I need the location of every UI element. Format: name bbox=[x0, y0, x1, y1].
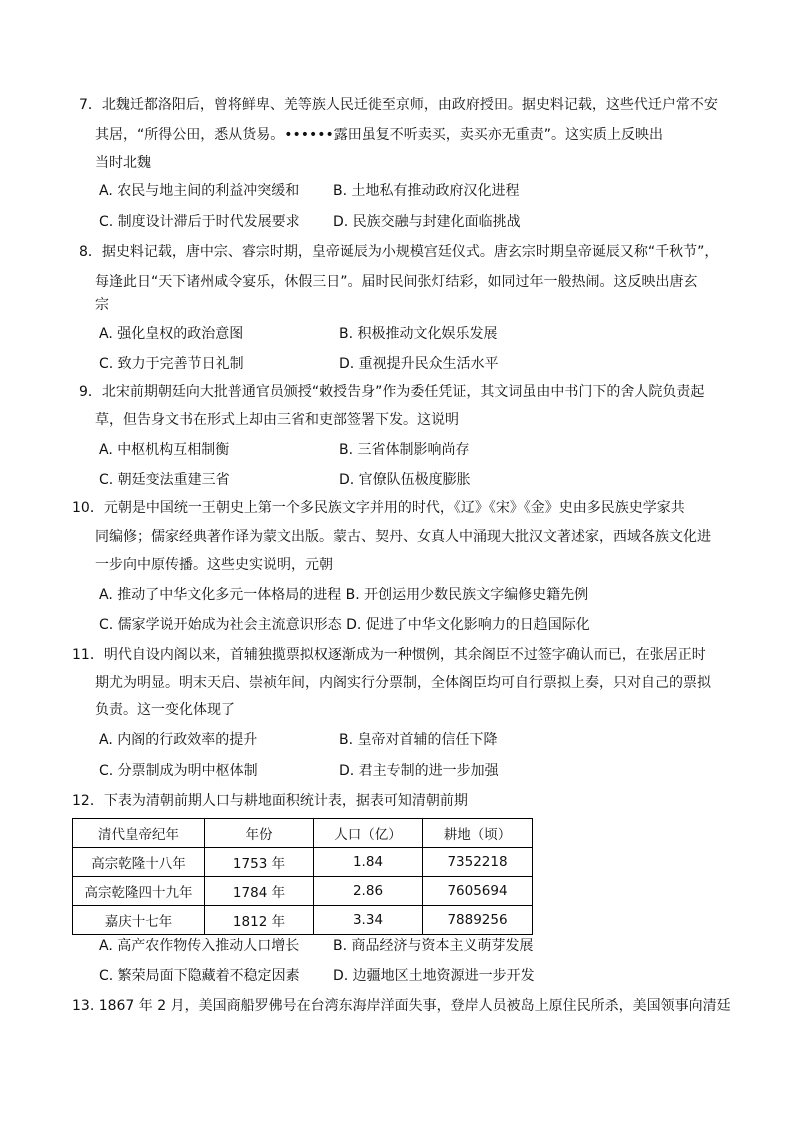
q8-option-c[interactable]: C. 致力于完善节日礼制 bbox=[99, 356, 244, 372]
q11-option-c[interactable]: C. 分票制成为明中枢体制 bbox=[99, 763, 258, 779]
q10-options-cd[interactable]: C. 儒家学说开始成为社会主流意识形态 D. 促进了中华文化影响力的日趋国际化 bbox=[99, 617, 590, 633]
table-cell: 7352218 bbox=[423, 848, 533, 877]
q7-option-b[interactable]: B. 土地私有推动政府汉化进程 bbox=[333, 183, 520, 199]
q10-stem-line1: 10．元朝是中国统一王朝史上第一个多民族文字并用的时代，《辽》《宋》《金》史由多民族史学家共 bbox=[72, 500, 685, 516]
table-cell: 7605694 bbox=[423, 877, 533, 906]
q8-option-d[interactable]: D. 重视提升民众生活水平 bbox=[339, 356, 499, 372]
q7-option-d[interactable]: D. 民族交融与封建化面临挑战 bbox=[333, 214, 521, 230]
table-cell: 1784 年 bbox=[205, 877, 314, 906]
q8-stem-line2: 每逢此日“天下诸州咸令宴乐，休假三日”。届时民间张灯结彩，如同过年一般热闹。这反映出唐玄 bbox=[95, 274, 698, 290]
q9-option-d[interactable]: D. 官僚队伍极度膨胀 bbox=[339, 472, 471, 488]
q8-stem-line1: 8．据史料记载，唐中宗、睿宗时期，皇帝诞辰为小规模宫廷仪式。唐玄宗时期皇帝诞辰又称“千秋节”， bbox=[79, 244, 719, 260]
table-cell: 高宗乾隆十八年 bbox=[73, 848, 205, 877]
q11-option-a[interactable]: A. 内阁的行政效率的提升 bbox=[99, 732, 258, 748]
q12-option-c[interactable]: C. 繁荣局面下隐藏着不稳定因素 bbox=[99, 968, 300, 984]
table-cell: 1753 年 bbox=[205, 848, 314, 877]
q7-stem-line1: 7．北魏迁都洛阳后，曾将鲜卑、羌等族人民迁徙至京师，由政府授田。据史料记载，这些代迁户常不安 bbox=[79, 97, 718, 113]
q12-option-a[interactable]: A. 高产农作物传入推动人口增长 bbox=[99, 938, 300, 954]
q10-options-ab[interactable]: A. 推动了中华文化多元一体格局的进程 B. 开创运用少数民族文字编修史籍先例 bbox=[99, 587, 589, 603]
table-header-cell: 人口（亿） bbox=[314, 819, 423, 848]
table-cell: 7889256 bbox=[423, 906, 533, 935]
q9-stem-line2: 草，但告身文书在形式上却由三省和吏部签署下发。这说明 bbox=[95, 412, 459, 428]
q8-option-b[interactable]: B. 积极推动文化娱乐发展 bbox=[339, 326, 498, 342]
table-cell: 2.86 bbox=[314, 877, 423, 906]
table-cell: 嘉庆十七年 bbox=[73, 906, 205, 935]
q11-stem-line2: 期尤为明显。明末天启、崇祯年间，内阁实行分票制，全体阁臣均可自行票拟上奏，只对自己的票拟 bbox=[95, 675, 711, 691]
q12-stem-line1: 12．下表为清朝前期人口与耕地面积统计表，据表可知清朝前期 bbox=[72, 793, 468, 809]
q11-option-b[interactable]: B. 皇帝对首辅的信任下降 bbox=[339, 732, 498, 748]
q9-option-c[interactable]: C. 朝廷变法重建三省 bbox=[99, 472, 230, 488]
q7-stem-line2: 其居，“所得公田，悉从货易。••••••露田虽复不听卖买，卖买亦无重责”。这实质上反映出 bbox=[95, 127, 664, 143]
q7-option-a[interactable]: A. 农民与地主间的利益冲突缓和 bbox=[99, 183, 300, 199]
table-row bbox=[73, 848, 533, 877]
q12-option-d[interactable]: D. 边疆地区土地资源进一步开发 bbox=[333, 968, 535, 984]
table-header-cell: 年份 bbox=[205, 819, 314, 848]
table-cell: 1812 年 bbox=[205, 906, 314, 935]
table-row bbox=[73, 877, 533, 906]
q8-stem-line3: 宗 bbox=[95, 297, 109, 313]
q11-option-d[interactable]: D. 君主专制的进一步加强 bbox=[339, 763, 499, 779]
table-header-cell: 耕地（顷） bbox=[423, 819, 533, 848]
q7-stem-line3: 当时北魏 bbox=[95, 155, 151, 171]
table-header-row bbox=[73, 819, 533, 848]
q13-stem-line1: 13. 1867 年 2 月，美国商船罗佛号在台湾东海岸洋面失事，登岸人员被岛上原住民所杀，美国领事向清廷 bbox=[72, 998, 731, 1014]
q12-option-b[interactable]: B. 商品经济与资本主义萌芽发展 bbox=[333, 938, 534, 954]
q7-option-c[interactable]: C. 制度设计滞后于时代发展要求 bbox=[99, 214, 300, 230]
q10-stem-line2: 同编修；儒家经典著作译为蒙文出版。蒙古、契丹、女真人中涌现大批汉文著述家，西域各族文化进 bbox=[95, 529, 711, 545]
table-cell: 高宗乾隆四十九年 bbox=[73, 877, 205, 906]
population-farmland-table bbox=[72, 818, 533, 935]
table-cell: 3.34 bbox=[314, 906, 423, 935]
q9-option-a[interactable]: A. 中枢机构互相制衡 bbox=[99, 442, 230, 458]
q11-stem-line1: 11．明代自设内阁以来，首辅独揽票拟权逐渐成为一种惯例，其余阁臣不过签字确认而已，在张居正时 bbox=[72, 647, 706, 663]
table-header-cell: 清代皇帝纪年 bbox=[73, 819, 205, 848]
table-cell: 1.84 bbox=[314, 848, 423, 877]
q11-stem-line3: 负责。这一变化体现了 bbox=[95, 702, 235, 718]
table-row bbox=[73, 906, 533, 935]
q10-stem-line3: 一步向中原传播。这些史实说明，元朝 bbox=[95, 557, 333, 573]
q9-option-b[interactable]: B. 三省体制影响尚存 bbox=[339, 442, 470, 458]
q9-stem-line1: 9．北宋前期朝廷向大批普通官员颁授“敕授告身”作为委任凭证，其文词虽由中书门下的舍人院负责起 bbox=[79, 384, 705, 400]
q8-option-a[interactable]: A. 强化皇权的政治意图 bbox=[99, 326, 244, 342]
